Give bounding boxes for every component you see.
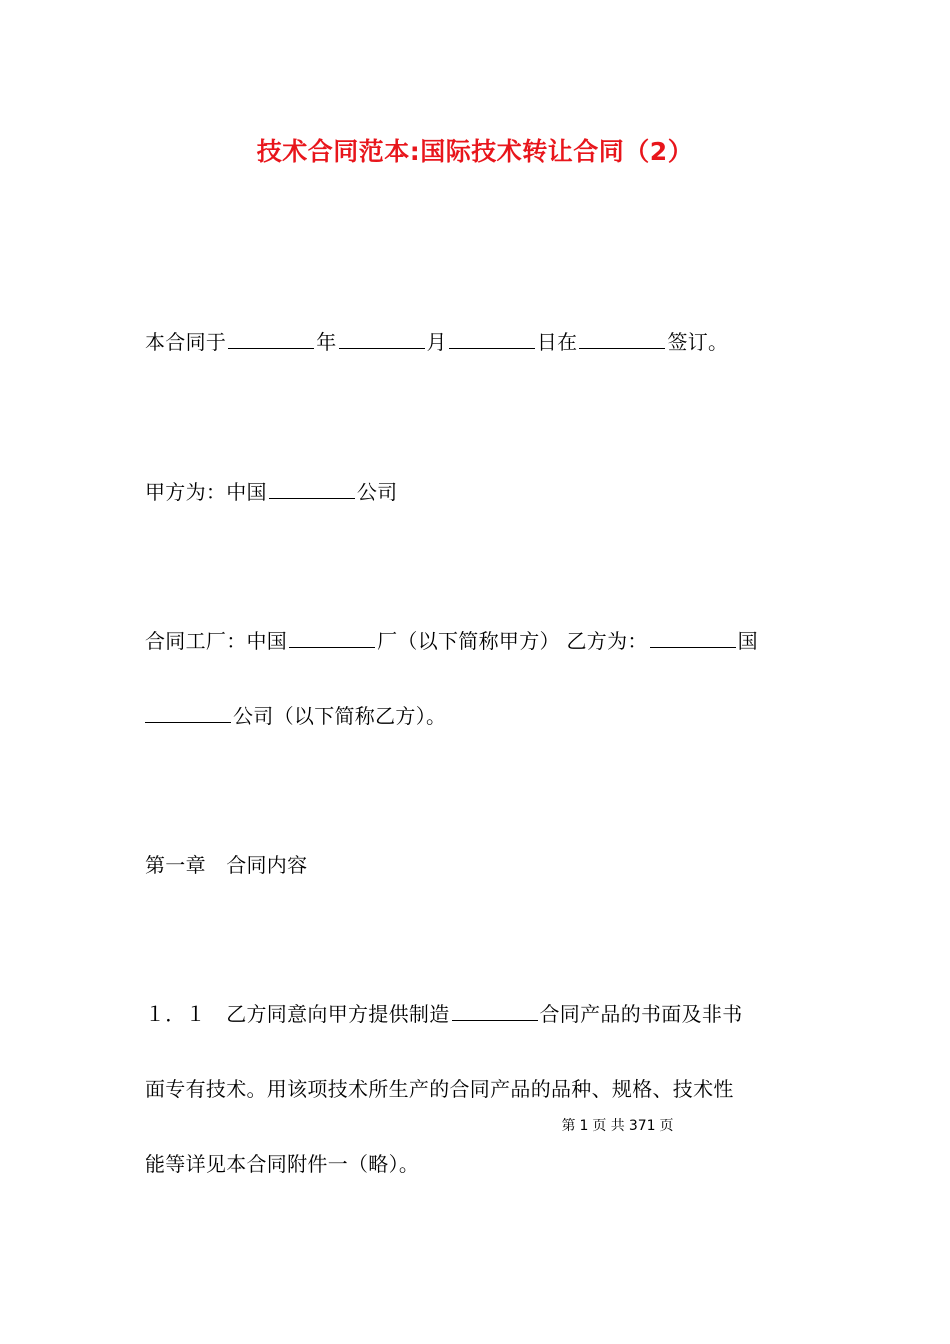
blank-party-b [145, 721, 231, 723]
party-b-line [145, 700, 446, 729]
clause-1-1-end: 能等详见本合同附件一（略）。 [145, 1152, 420, 1176]
blank-day [449, 347, 535, 349]
text: 甲方为：中国 [145, 480, 267, 504]
text: 页 共 [592, 1118, 625, 1134]
clause-1-1 [145, 998, 743, 1027]
blank-month [339, 347, 425, 349]
text: 合同工厂：中国 [145, 629, 288, 653]
signing-line [145, 326, 728, 355]
chapter-heading: 第一章 合同内容 [145, 853, 308, 877]
party-a-line [145, 476, 397, 505]
text: 厂（以下简称甲方） 乙方为： [377, 629, 648, 653]
text: 合同产品的书面及非书 [539, 1002, 743, 1026]
factory-line [145, 625, 758, 654]
text: 国 [737, 629, 758, 653]
text: 年 [316, 330, 337, 354]
text: 日在 [536, 330, 578, 354]
text: 本合同于 [145, 330, 227, 354]
text: 公司（以下简称乙方）。 [233, 704, 447, 728]
text: 月 [426, 330, 447, 354]
text: 签订。 [667, 330, 729, 354]
page-footer [0, 1115, 950, 1135]
blank-country [650, 646, 736, 648]
text: 页 [659, 1118, 674, 1134]
text: 公司 [356, 480, 398, 504]
text: １．１ 乙方同意向甲方提供制造 [145, 1002, 450, 1026]
page-number: 1 [579, 1118, 589, 1134]
blank-product [452, 1019, 538, 1021]
blank-factory [289, 646, 375, 648]
blank-year [228, 347, 314, 349]
document-title: 技术合同范本:国际技术转让合同（2） [256, 137, 694, 166]
text: 第 [561, 1118, 576, 1134]
blank-party-a [269, 497, 355, 499]
total-pages: 371 [628, 1118, 656, 1134]
blank-place [579, 347, 665, 349]
clause-1-1-cont: 面专有技术。用该项技术所生产的合同产品的品种、规格、技术性 [145, 1077, 734, 1101]
